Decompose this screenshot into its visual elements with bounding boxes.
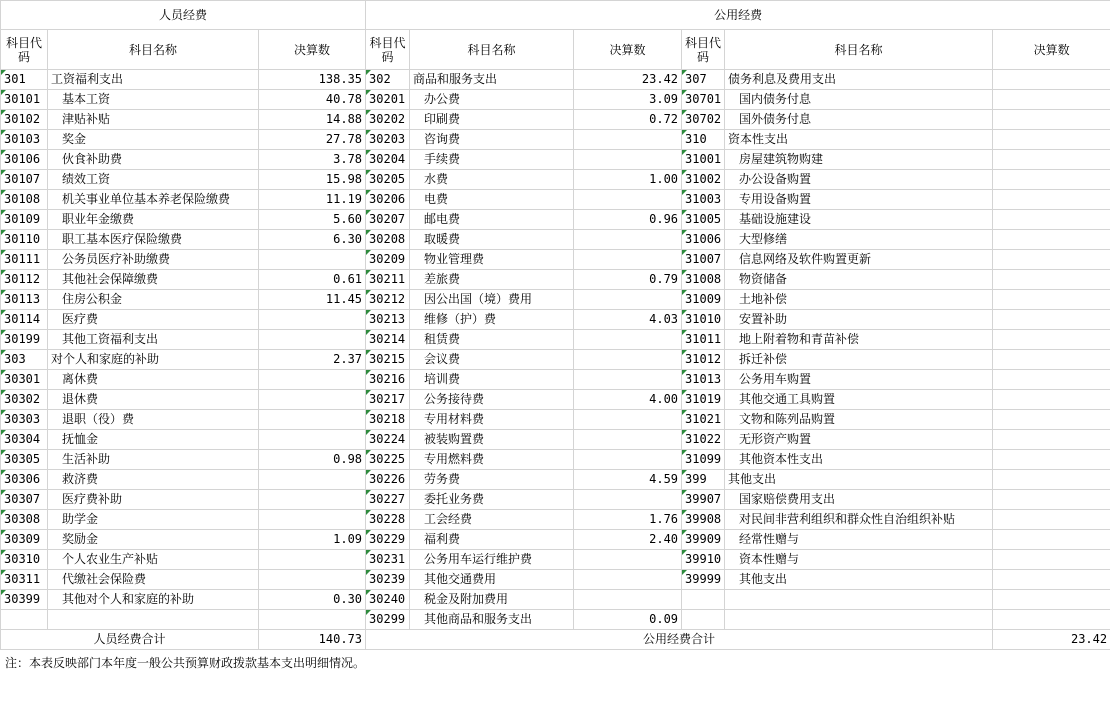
table-row — [1, 170, 1110, 190]
cell-name[interactable]: 退职（役）费 — [48, 410, 259, 430]
cell-name[interactable]: 商品和服务支出 — [410, 70, 574, 90]
cell-amount[interactable] — [574, 490, 682, 510]
cell-code[interactable]: 31007 — [682, 250, 725, 270]
cell-amount[interactable]: 23.42 — [574, 70, 682, 90]
cell-amount[interactable]: 15.98 — [259, 170, 366, 190]
cell-code[interactable]: 30224 — [366, 430, 410, 450]
cell-code[interactable]: 30107 — [1, 170, 48, 190]
cell-name[interactable]: 工会经费 — [410, 510, 574, 530]
cell-amount[interactable]: 4.59 — [574, 470, 682, 490]
cell-amount[interactable]: 4.03 — [574, 310, 682, 330]
cell-amount[interactable]: 0.98 — [259, 450, 366, 470]
cell-code[interactable] — [682, 590, 725, 610]
cell-amount[interactable]: 0.09 — [574, 610, 682, 630]
public-total-label[interactable]: 公用经费合计 — [366, 630, 993, 650]
cell-code[interactable]: 31005 — [682, 210, 725, 230]
cell-name[interactable]: 维修（护）费 — [410, 310, 574, 330]
cell-amount[interactable] — [993, 570, 1110, 590]
cell-amount[interactable] — [993, 330, 1110, 350]
cell-amount[interactable]: 2.40 — [574, 530, 682, 550]
cell-code[interactable]: 30213 — [366, 310, 410, 330]
cell-amount[interactable] — [259, 250, 366, 270]
cell-code[interactable]: 30228 — [366, 510, 410, 530]
cell-code[interactable] — [1, 610, 48, 630]
cell-amount[interactable]: 1.76 — [574, 510, 682, 530]
cell-name[interactable]: 离休费 — [48, 370, 259, 390]
cell-code[interactable]: 30113 — [1, 290, 48, 310]
cell-code[interactable]: 30301 — [1, 370, 48, 390]
cell-name[interactable]: 水费 — [410, 170, 574, 190]
cell-amount[interactable] — [574, 410, 682, 430]
table-row — [1, 450, 1110, 470]
cell-name[interactable]: 救济费 — [48, 470, 259, 490]
cell-amount[interactable] — [993, 610, 1110, 630]
totals-row — [1, 630, 1110, 650]
cell-code[interactable]: 30303 — [1, 410, 48, 430]
cell-code[interactable]: 30202 — [366, 110, 410, 130]
cell-name[interactable]: 专用燃料费 — [410, 450, 574, 470]
cell-name[interactable]: 资本性支出 — [725, 130, 993, 150]
cell-amount[interactable]: 0.79 — [574, 270, 682, 290]
cell-name[interactable]: 其他社会保障缴费 — [48, 270, 259, 290]
cell-amount[interactable] — [259, 490, 366, 510]
header-code[interactable]: 科目代码 — [366, 30, 410, 70]
cell-code[interactable]: 30307 — [1, 490, 48, 510]
cell-code[interactable]: 30215 — [366, 350, 410, 370]
cell-code[interactable]: 30214 — [366, 330, 410, 350]
cell-amount[interactable] — [993, 470, 1110, 490]
cell-name[interactable]: 其他工资福利支出 — [48, 330, 259, 350]
cell-code[interactable] — [682, 610, 725, 630]
cell-name[interactable]: 印刷费 — [410, 110, 574, 130]
cell-code[interactable]: 30112 — [1, 270, 48, 290]
table-row — [1, 550, 1110, 570]
cell-name[interactable]: 资本性赠与 — [725, 550, 993, 570]
cell-code[interactable]: 310 — [682, 130, 725, 150]
cell-name[interactable]: 代缴社会保险费 — [48, 570, 259, 590]
cell-name[interactable]: 其他资本性支出 — [725, 450, 993, 470]
cell-code[interactable]: 30205 — [366, 170, 410, 190]
public-section-title[interactable]: 公用经费 — [366, 1, 1110, 30]
cell-code[interactable]: 302 — [366, 70, 410, 90]
cell-code[interactable]: 30218 — [366, 410, 410, 430]
cell-code[interactable]: 30308 — [1, 510, 48, 530]
cell-code[interactable]: 30216 — [366, 370, 410, 390]
cell-name[interactable]: 咨询费 — [410, 130, 574, 150]
cell-code[interactable]: 31099 — [682, 450, 725, 470]
cell-name[interactable]: 职工基本医疗保险缴费 — [48, 230, 259, 250]
cell-name[interactable]: 其他支出 — [725, 570, 993, 590]
cell-amount[interactable] — [574, 570, 682, 590]
table-row — [1, 570, 1110, 590]
cell-code[interactable]: 31002 — [682, 170, 725, 190]
cell-name[interactable]: 地上附着物和青苗补偿 — [725, 330, 993, 350]
cell-code[interactable]: 30208 — [366, 230, 410, 250]
cell-name[interactable]: 工资福利支出 — [48, 70, 259, 90]
table-row — [1, 490, 1110, 510]
cell-amount[interactable] — [574, 350, 682, 370]
cell-name[interactable]: 个人农业生产补贴 — [48, 550, 259, 570]
cell-code[interactable]: 30309 — [1, 530, 48, 550]
cell-name[interactable]: 会议费 — [410, 350, 574, 370]
cell-code[interactable]: 30102 — [1, 110, 48, 130]
cell-name[interactable]: 助学金 — [48, 510, 259, 530]
cell-amount[interactable] — [993, 490, 1110, 510]
cell-amount[interactable]: 1.00 — [574, 170, 682, 190]
cell-amount[interactable]: 11.45 — [259, 290, 366, 310]
cell-code[interactable]: 30201 — [366, 90, 410, 110]
cell-name[interactable]: 专用材料费 — [410, 410, 574, 430]
cell-amount[interactable]: 0.72 — [574, 110, 682, 130]
cell-name[interactable]: 医疗费 — [48, 310, 259, 330]
cell-code[interactable]: 30207 — [366, 210, 410, 230]
cell-code[interactable]: 399 — [682, 470, 725, 490]
cell-code[interactable]: 31009 — [682, 290, 725, 310]
cell-name[interactable]: 对民间非营利组织和群众性自治组织补贴 — [725, 510, 993, 530]
cell-code[interactable]: 30225 — [366, 450, 410, 470]
cell-name[interactable]: 其他交通费用 — [410, 570, 574, 590]
cell-amount[interactable] — [993, 190, 1110, 210]
table-row — [1, 90, 1110, 110]
table-row — [1, 110, 1110, 130]
cell-amount[interactable] — [993, 250, 1110, 270]
cell-name[interactable]: 因公出国（境）费用 — [410, 290, 574, 310]
cell-name[interactable]: 拆迁补偿 — [725, 350, 993, 370]
cell-code[interactable]: 30212 — [366, 290, 410, 310]
cell-name[interactable]: 机关事业单位基本养老保险缴费 — [48, 190, 259, 210]
cell-amount[interactable] — [993, 350, 1110, 370]
cell-amount[interactable]: 138.35 — [259, 70, 366, 90]
cell-amount[interactable] — [259, 510, 366, 530]
cell-name[interactable]: 奖金 — [48, 130, 259, 150]
cell-code[interactable]: 31012 — [682, 350, 725, 370]
cell-amount[interactable] — [993, 450, 1110, 470]
cell-amount[interactable]: 1.09 — [259, 530, 366, 550]
cell-amount[interactable]: 0.61 — [259, 270, 366, 290]
cell-code[interactable]: 30217 — [366, 390, 410, 410]
table-row — [1, 330, 1110, 350]
header-name[interactable]: 科目名称 — [48, 30, 259, 70]
cell-code[interactable]: 30103 — [1, 130, 48, 150]
cell-code[interactable]: 39908 — [682, 510, 725, 530]
cell-code[interactable]: 31022 — [682, 430, 725, 450]
cell-amount[interactable] — [993, 390, 1110, 410]
cell-amount[interactable] — [993, 410, 1110, 430]
cell-amount[interactable] — [993, 430, 1110, 450]
table-row — [1, 150, 1110, 170]
header-name[interactable]: 科目名称 — [725, 30, 993, 70]
cell-code[interactable]: 31013 — [682, 370, 725, 390]
cell-amount[interactable] — [993, 170, 1110, 190]
cell-code[interactable]: 30110 — [1, 230, 48, 250]
cell-amount[interactable] — [574, 330, 682, 350]
cell-code[interactable]: 30701 — [682, 90, 725, 110]
cell-amount[interactable] — [574, 250, 682, 270]
cell-amount[interactable] — [259, 470, 366, 490]
cell-code[interactable]: 301 — [1, 70, 48, 90]
cell-amount[interactable]: 40.78 — [259, 90, 366, 110]
cell-code[interactable]: 30111 — [1, 250, 48, 270]
cell-code[interactable]: 30199 — [1, 330, 48, 350]
cell-code[interactable]: 30231 — [366, 550, 410, 570]
cell-amount[interactable]: 2.37 — [259, 350, 366, 370]
cell-code[interactable]: 30304 — [1, 430, 48, 450]
cell-code[interactable]: 31021 — [682, 410, 725, 430]
cell-amount[interactable] — [259, 570, 366, 590]
cell-name[interactable]: 公务接待费 — [410, 390, 574, 410]
cell-code[interactable]: 30399 — [1, 590, 48, 610]
cell-amount[interactable] — [574, 430, 682, 450]
cell-name[interactable]: 差旅费 — [410, 270, 574, 290]
cell-name[interactable]: 退休费 — [48, 390, 259, 410]
cell-code[interactable]: 31001 — [682, 150, 725, 170]
table-row — [1, 530, 1110, 550]
cell-name[interactable]: 国家赔偿费用支出 — [725, 490, 993, 510]
cell-amount[interactable] — [993, 110, 1110, 130]
cell-code[interactable]: 30203 — [366, 130, 410, 150]
cell-amount[interactable] — [574, 550, 682, 570]
cell-code[interactable]: 30106 — [1, 150, 48, 170]
cell-name[interactable]: 委托业务费 — [410, 490, 574, 510]
cell-code[interactable]: 30702 — [682, 110, 725, 130]
public-total-value[interactable]: 23.42 — [993, 630, 1110, 650]
cell-name[interactable]: 手续费 — [410, 150, 574, 170]
cell-code[interactable]: 30239 — [366, 570, 410, 590]
cell-name[interactable]: 津贴补贴 — [48, 110, 259, 130]
cell-name[interactable]: 租赁费 — [410, 330, 574, 350]
cell-name[interactable]: 绩效工资 — [48, 170, 259, 190]
cell-amount[interactable] — [993, 130, 1110, 150]
cell-amount[interactable] — [574, 130, 682, 150]
cell-amount[interactable] — [993, 210, 1110, 230]
cell-code[interactable]: 30108 — [1, 190, 48, 210]
cell-name[interactable]: 债务利息及费用支出 — [725, 70, 993, 90]
cell-amount[interactable] — [259, 330, 366, 350]
cell-name[interactable]: 文物和陈列品购置 — [725, 410, 993, 430]
cell-amount[interactable] — [574, 290, 682, 310]
cell-name[interactable]: 办公费 — [410, 90, 574, 110]
header-amount[interactable]: 决算数 — [574, 30, 682, 70]
cell-amount[interactable] — [574, 590, 682, 610]
personnel-total-label[interactable]: 人员经费合计 — [1, 630, 259, 650]
cell-name[interactable]: 公务用车购置 — [725, 370, 993, 390]
cell-code[interactable]: 30306 — [1, 470, 48, 490]
header-amount[interactable]: 决算数 — [259, 30, 366, 70]
cell-amount[interactable]: 3.78 — [259, 150, 366, 170]
cell-name[interactable]: 被装购置费 — [410, 430, 574, 450]
personnel-section-title[interactable]: 人员经费 — [1, 1, 366, 30]
cell-name[interactable]: 土地补偿 — [725, 290, 993, 310]
cell-amount[interactable] — [259, 430, 366, 450]
cell-code[interactable]: 30302 — [1, 390, 48, 410]
cell-code[interactable]: 31019 — [682, 390, 725, 410]
cell-amount[interactable]: 27.78 — [259, 130, 366, 150]
cell-name[interactable]: 取暖费 — [410, 230, 574, 250]
cell-code[interactable]: 30211 — [366, 270, 410, 290]
cell-amount[interactable] — [259, 410, 366, 430]
table-row — [1, 190, 1110, 210]
cell-name[interactable]: 伙食补助费 — [48, 150, 259, 170]
cell-amount[interactable] — [993, 290, 1110, 310]
cell-name[interactable]: 信息网络及软件购置更新 — [725, 250, 993, 270]
cell-name[interactable]: 奖励金 — [48, 530, 259, 550]
cell-code[interactable]: 31003 — [682, 190, 725, 210]
cell-name[interactable]: 物业管理费 — [410, 250, 574, 270]
cell-amount[interactable] — [993, 230, 1110, 250]
cell-name[interactable]: 培训费 — [410, 370, 574, 390]
table-row — [1, 270, 1110, 290]
table-row — [1, 470, 1110, 490]
cell-amount[interactable] — [993, 150, 1110, 170]
cell-amount[interactable]: 3.09 — [574, 90, 682, 110]
cell-name[interactable]: 其他交通工具购置 — [725, 390, 993, 410]
table-row — [1, 210, 1110, 230]
cell-code[interactable]: 30109 — [1, 210, 48, 230]
cell-code[interactable]: 31011 — [682, 330, 725, 350]
cell-code[interactable]: 30240 — [366, 590, 410, 610]
cell-name[interactable]: 职业年金缴费 — [48, 210, 259, 230]
cell-name[interactable]: 抚恤金 — [48, 430, 259, 450]
cell-code[interactable]: 30204 — [366, 150, 410, 170]
cell-code[interactable]: 30311 — [1, 570, 48, 590]
cell-name[interactable]: 电费 — [410, 190, 574, 210]
table-row — [1, 410, 1110, 430]
cell-amount[interactable] — [259, 610, 366, 630]
table-row — [1, 230, 1110, 250]
cell-name[interactable]: 福利费 — [410, 530, 574, 550]
cell-amount[interactable] — [259, 390, 366, 410]
cell-amount[interactable]: 14.88 — [259, 110, 366, 130]
cell-name[interactable]: 物资储备 — [725, 270, 993, 290]
cell-name[interactable]: 安置补助 — [725, 310, 993, 330]
cell-amount[interactable] — [574, 450, 682, 470]
cell-name[interactable]: 基本工资 — [48, 90, 259, 110]
cell-amount[interactable]: 5.60 — [259, 210, 366, 230]
cell-name[interactable]: 基础设施建设 — [725, 210, 993, 230]
cell-code[interactable]: 30114 — [1, 310, 48, 330]
cell-code[interactable]: 39907 — [682, 490, 725, 510]
cell-name[interactable]: 专用设备购置 — [725, 190, 993, 210]
cell-name[interactable]: 大型修缮 — [725, 230, 993, 250]
cell-code[interactable]: 39909 — [682, 530, 725, 550]
cell-code[interactable]: 30101 — [1, 90, 48, 110]
cell-amount[interactable]: 4.00 — [574, 390, 682, 410]
cell-amount[interactable]: 11.19 — [259, 190, 366, 210]
cell-name[interactable]: 无形资产购置 — [725, 430, 993, 450]
cell-amount[interactable] — [574, 370, 682, 390]
cell-name[interactable]: 邮电费 — [410, 210, 574, 230]
personnel-total-value[interactable]: 140.73 — [259, 630, 366, 650]
cell-code[interactable]: 30310 — [1, 550, 48, 570]
cell-amount[interactable] — [574, 190, 682, 210]
cell-name[interactable]: 其他支出 — [725, 470, 993, 490]
cell-name[interactable]: 对个人和家庭的补助 — [48, 350, 259, 370]
cell-amount[interactable]: 0.96 — [574, 210, 682, 230]
cell-code[interactable]: 30209 — [366, 250, 410, 270]
cell-name[interactable] — [725, 610, 993, 630]
cell-name[interactable]: 公务用车运行维护费 — [410, 550, 574, 570]
cell-code[interactable]: 31010 — [682, 310, 725, 330]
cell-amount[interactable] — [993, 550, 1110, 570]
header-code[interactable]: 科目代码 — [1, 30, 48, 70]
table-row — [1, 310, 1110, 330]
table-row — [1, 590, 1110, 610]
cell-code[interactable]: 30226 — [366, 470, 410, 490]
table-row — [1, 250, 1110, 270]
cell-name[interactable]: 税金及附加费用 — [410, 590, 574, 610]
cell-name[interactable]: 生活补助 — [48, 450, 259, 470]
cell-amount[interactable]: 0.30 — [259, 590, 366, 610]
cell-amount[interactable] — [993, 270, 1110, 290]
table-row — [1, 350, 1110, 370]
cell-code[interactable]: 30229 — [366, 530, 410, 550]
table-row — [1, 370, 1110, 390]
cell-amount[interactable] — [993, 530, 1110, 550]
cell-name[interactable]: 国外债务付息 — [725, 110, 993, 130]
cell-amount[interactable] — [993, 370, 1110, 390]
cell-name[interactable]: 办公设备购置 — [725, 170, 993, 190]
cell-code[interactable]: 307 — [682, 70, 725, 90]
table-row — [1, 430, 1110, 450]
cell-amount[interactable] — [259, 370, 366, 390]
table-row — [1, 610, 1110, 630]
cell-amount[interactable] — [574, 150, 682, 170]
cell-amount[interactable] — [259, 550, 366, 570]
cell-name[interactable]: 劳务费 — [410, 470, 574, 490]
table-row — [1, 290, 1110, 310]
cell-code[interactable]: 30227 — [366, 490, 410, 510]
header-name[interactable]: 科目名称 — [410, 30, 574, 70]
cell-name[interactable]: 房屋建筑物购建 — [725, 150, 993, 170]
header-amount[interactable]: 决算数 — [993, 30, 1110, 70]
cell-amount[interactable] — [993, 70, 1110, 90]
cell-amount[interactable] — [993, 590, 1110, 610]
cell-code[interactable]: 39999 — [682, 570, 725, 590]
cell-code[interactable]: 31008 — [682, 270, 725, 290]
cell-code[interactable]: 30206 — [366, 190, 410, 210]
cell-name[interactable] — [48, 610, 259, 630]
cell-name[interactable]: 住房公积金 — [48, 290, 259, 310]
cell-name[interactable]: 医疗费补助 — [48, 490, 259, 510]
table-row — [1, 510, 1110, 530]
cell-name[interactable] — [725, 590, 993, 610]
cell-amount[interactable] — [993, 310, 1110, 330]
table-row — [1, 70, 1110, 90]
table-row — [1, 390, 1110, 410]
cell-amount[interactable] — [993, 510, 1110, 530]
cell-code[interactable]: 303 — [1, 350, 48, 370]
header-code[interactable]: 科目代码 — [682, 30, 725, 70]
cell-name[interactable]: 经常性赠与 — [725, 530, 993, 550]
cell-code[interactable]: 30305 — [1, 450, 48, 470]
table-row — [1, 130, 1110, 150]
cell-code[interactable]: 39910 — [682, 550, 725, 570]
table-note: 注：本表反映部门本年度一般公共预算财政拨款基本支出明细情况。 — [5, 656, 366, 670]
cell-amount[interactable] — [574, 230, 682, 250]
cell-code[interactable]: 31006 — [682, 230, 725, 250]
cell-amount[interactable]: 6.30 — [259, 230, 366, 250]
cell-amount[interactable] — [993, 90, 1110, 110]
cell-name[interactable]: 公务员医疗补助缴费 — [48, 250, 259, 270]
cell-amount[interactable] — [259, 310, 366, 330]
cell-name[interactable]: 其他对个人和家庭的补助 — [48, 590, 259, 610]
cell-code[interactable]: 30299 — [366, 610, 410, 630]
cell-name[interactable]: 其他商品和服务支出 — [410, 610, 574, 630]
cell-name[interactable]: 国内债务付息 — [725, 90, 993, 110]
